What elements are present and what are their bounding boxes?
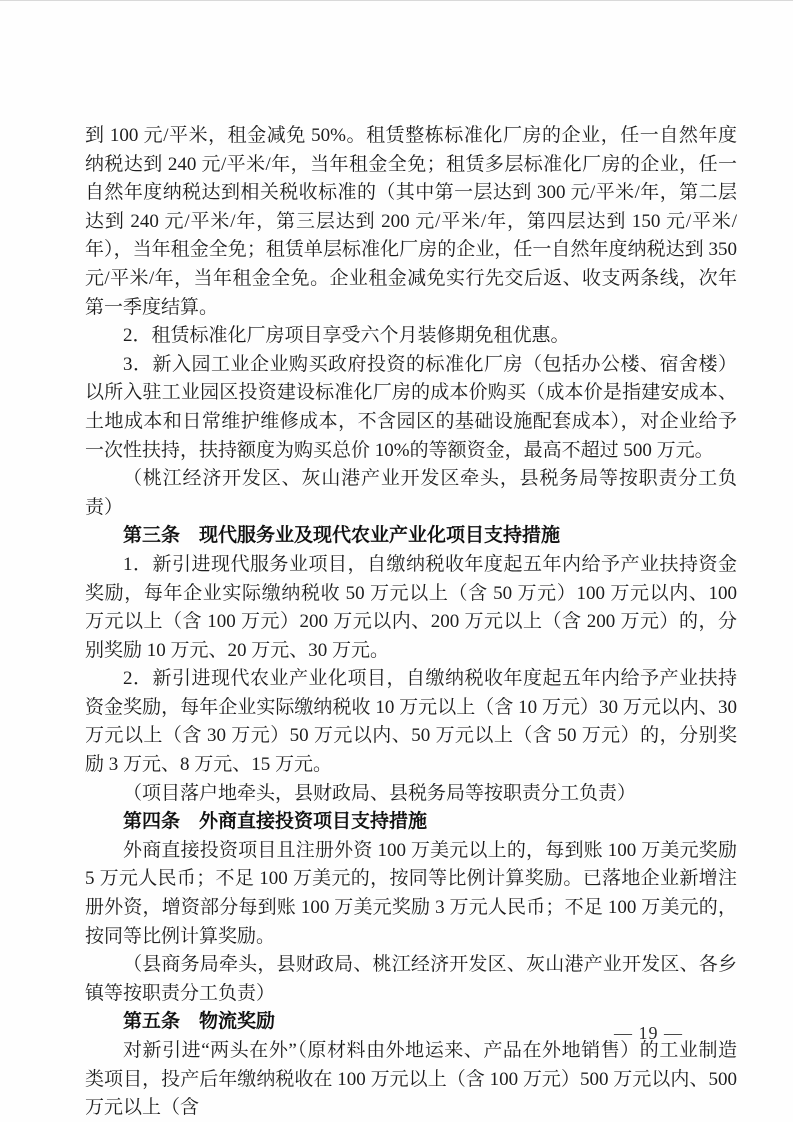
paragraph-rent-policy-continuation: 到 100 元/平米，租金减免 50%。租赁整栋标准化厂房的企业，任一自然年度纳税达到 240 元/平米/年，当年租金全免；租赁多层标准化厂房的企业，任一自然年度纳税达到相关税收标准的（其中第一层达到 300 元/平米/年，第二层达到 240 元/平米/年，第三层达到 200 元/平米/年，第四层达到 150 元/平米/年），当年租金全免；租赁单层标准化厂房的企业，任一自然年度纳税达到 350 元/平米/年，当年租金全免。企业租金减免实行先交后返、收支两条线，次年第一季度结算。 [85, 125, 737, 318]
paragraph-article5-body: 对新引进“两头在外”（原材料由外地运来、产品在外地销售）的工业制造类项目，投产后年缴纳税收在 100 万元以上（含 100 万元）500 万元以内、500 万元以上（含 [85, 1040, 737, 1119]
page-number: — 19 — [614, 1023, 683, 1043]
document-content [85, 122, 737, 1122]
scan-top-edge-line [0, 0, 793, 1]
heading-article-4: 第四条 外商直接投资项目支持措施 [123, 811, 428, 833]
paragraph-responsibility-note-article4: （县商务局牵头，县财政局、桃江经济开发区、灰山港产业开发区、各乡镇等按职责分工负责） [85, 954, 737, 1004]
paragraph-item-2-renovation-rent-free: 2．租赁标准化厂房项目享受六个月装修期免租优惠。 [123, 325, 570, 347]
paragraph-responsibility-note-article3: （项目落户地牵头，县财政局、县税务局等按职责分工负责） [123, 782, 637, 804]
paragraph-article4-body: 外商直接投资项目且注册外资 100 万美元以上的，每到账 100 万美元奖励 5 万元人民币；不足 100 万美元的，按同等比例计算奖励。已落地企业新增注册外资，增资部分每到账 100 万美元奖励 3 万元人民币；不足 100 万美元的，按同等比例计算奖励。 [85, 839, 737, 947]
heading-article-3: 第三条 现代服务业及现代农业产业化项目支持措施 [123, 525, 561, 547]
paragraph-item-3-factory-purchase: 3．新入园工业企业购买政府投资的标准化厂房（包括办公楼、宿舍楼）以所入驻工业园区投资建设标准化厂房的成本价购买（成本价是指建安成本、土地成本和日常维护维修成本，不含园区的基础设施配套成本），对企业给予一次性扶持，扶持额度为购买总价 10%的等额资金，最高不超过 500 万元。 [85, 353, 737, 461]
heading-article-5: 第五条 物流奖励 [123, 1011, 276, 1033]
paragraph-article3-item-2: 2．新引进现代农业产业化项目，自缴纳税收年度起五年内给予产业扶持资金奖励，每年企业实际缴纳税收 10 万元以上（含 10 万元）30 万元以内、30 万元以上（含 30 万元）50 万元以内、50 万元以上（含 50 万元）的，分别奖励 3 万元、8 万元、15 万元。 [85, 668, 737, 776]
paragraph-responsibility-note-article2: （桃江经济开发区、灰山港产业开发区牵头，县税务局等按职责分工负责） [85, 468, 737, 518]
paragraph-article3-item-1: 1．新引进现代服务业项目，自缴纳税收年度起五年内给予产业扶持资金奖励，每年企业实际缴纳税收 50 万元以上（含 50 万元）100 万元以内、100 万元以上（含 100 万元）200 万元以内、200 万元以上（含 200 万元）的，分别奖励 10 万元、20 万元、30 万元。 [85, 553, 737, 661]
